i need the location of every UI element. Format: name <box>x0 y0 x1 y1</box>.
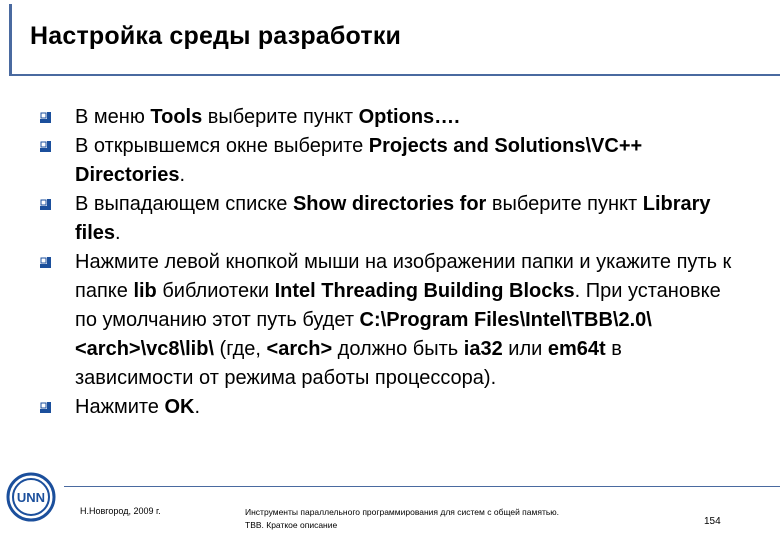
bullet-bold-text: lib <box>133 280 157 302</box>
bullet-item <box>40 132 740 190</box>
bullet-text: . При установке по умолчанию этот путь будет <box>75 280 721 331</box>
bullet-bold-text: Projects and Solutions\VC++ Directories <box>75 135 643 186</box>
bullet-bold-text: Show directories for <box>292 193 487 215</box>
footer-course-line2: TBB. Краткое описание <box>245 520 338 530</box>
bullet-bold-text: Library files <box>75 193 711 244</box>
bullet-text: выберите пункт <box>202 106 359 128</box>
bullet-text: или <box>502 338 548 360</box>
bullet-item <box>40 393 740 422</box>
bullet-item <box>40 190 740 248</box>
title-underline <box>9 74 780 76</box>
checkbox-bullet-icon <box>40 257 51 268</box>
bullet-bold-text: C:\Program Files\Intel\TBB\2.0\<arch>\vc8\lib\ <box>75 309 652 360</box>
checkbox-bullet-icon <box>40 112 51 123</box>
bullet-text: должно быть <box>332 338 464 360</box>
bullet-text: (где, <box>213 338 267 360</box>
bullet-text: . <box>115 222 121 244</box>
bullet-bold-text: Options…. <box>358 106 460 128</box>
bullet-bold-text: Intel Threading Building Blocks <box>274 280 575 302</box>
footer-course-line1: Инструменты параллельного программирования для систем с общей памятью. <box>245 507 560 517</box>
bullet-bold-text: <arch> <box>266 338 333 360</box>
checkbox-bullet-icon <box>40 199 51 210</box>
bullet-bold-text: em64t <box>547 338 606 360</box>
page-number: 154 <box>704 516 721 527</box>
title-accent-line <box>9 4 12 76</box>
bullet-text: библиотеки <box>156 280 275 302</box>
bullet-list <box>40 103 740 422</box>
checkbox-bullet-icon <box>40 402 51 413</box>
bullet-text: в зависимости от режима работы процессора). <box>75 338 622 389</box>
university-logo-icon <box>6 472 56 522</box>
slide-title: Настройка среды разработки <box>30 22 402 50</box>
bullet-item <box>40 248 740 393</box>
bullet-text: . <box>194 396 201 418</box>
bullet-bold-text: OK <box>164 396 195 418</box>
bullet-bold-text: Tools <box>150 106 203 128</box>
footer-divider <box>64 486 780 487</box>
footer-course-title <box>245 506 665 532</box>
checkbox-bullet-icon <box>40 141 51 152</box>
bullet-text: . <box>179 164 186 186</box>
bullet-bold-text: ia32 <box>463 338 503 360</box>
footer-location-date: Н.Новгород, 2009 г. <box>80 506 161 516</box>
logo-text: UNN <box>16 490 46 505</box>
bullet-text: В выпадающем списке <box>75 193 293 215</box>
bullet-item <box>40 103 740 132</box>
bullet-text: Нажмите левой кнопкой мыши на изображении папки и укажите путь к папке <box>75 251 732 302</box>
bullet-text: В меню <box>75 106 151 128</box>
bullet-text: Нажмите <box>75 396 165 418</box>
bullet-text: В открывшемся окне выберите <box>75 135 369 157</box>
bullet-text: выберите пункт <box>486 193 643 215</box>
